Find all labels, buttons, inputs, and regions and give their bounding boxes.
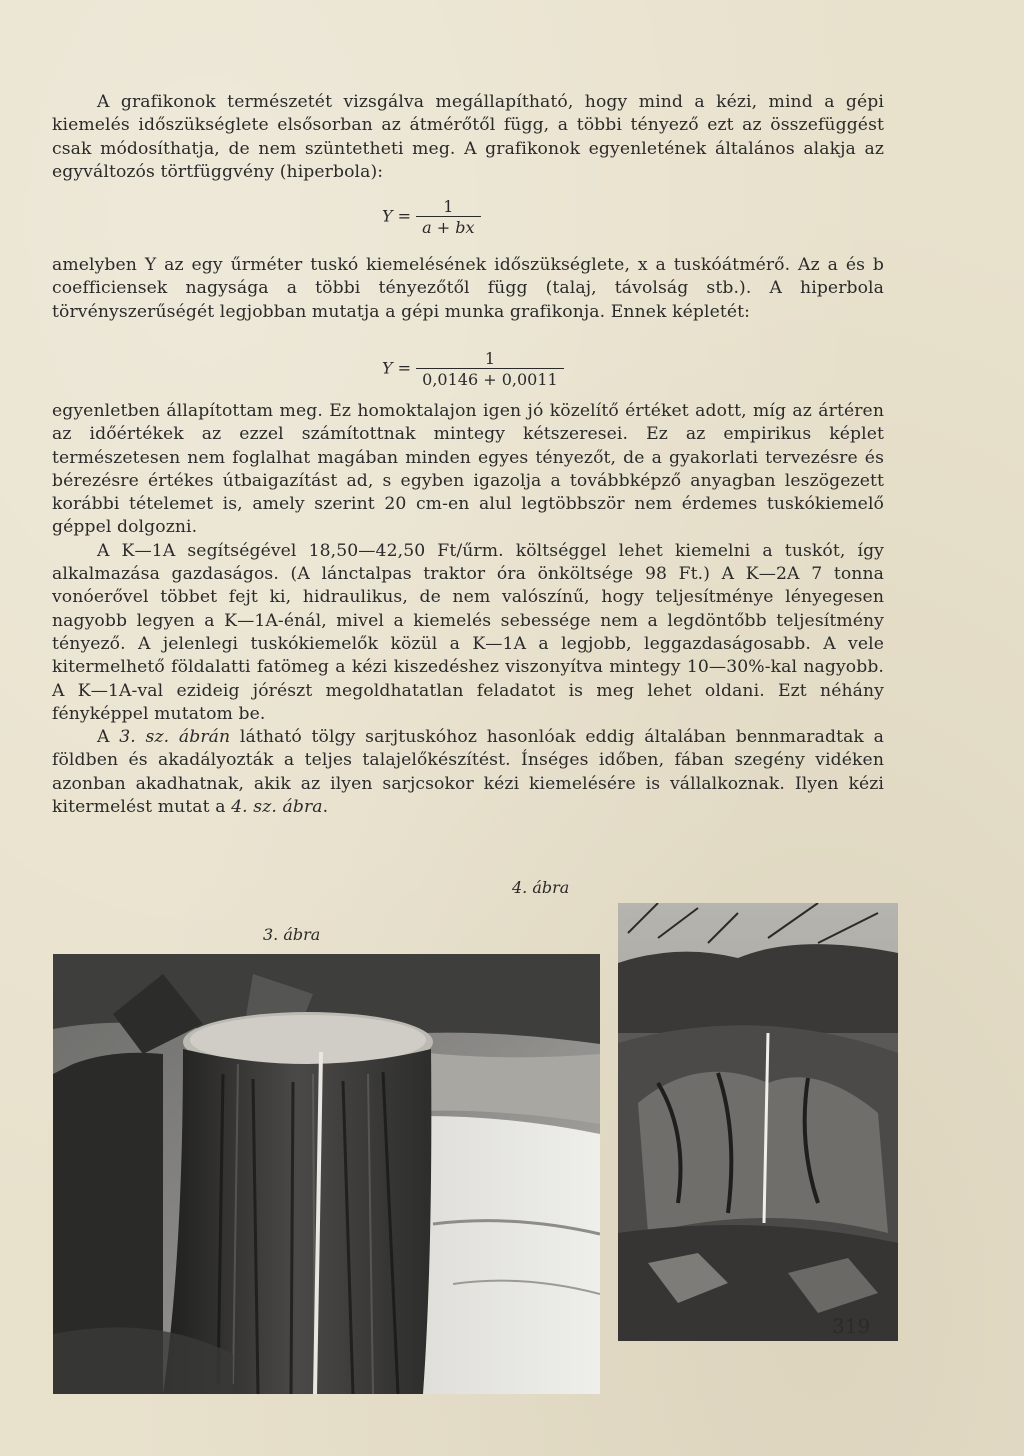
figure-4-caption: 4. ábra (512, 878, 570, 897)
formula-2-numerator: 1 (484, 349, 496, 368)
paragraph-5-before: A (97, 727, 120, 748)
manual-extraction-photo-image (618, 903, 898, 1341)
formula-1-numerator: 1 (443, 197, 454, 216)
page-number: 319 (832, 1314, 871, 1338)
formula-2-fraction (416, 349, 564, 389)
formula-2 (382, 349, 564, 389)
formula-1 (382, 197, 481, 237)
formula-1-denominator: a + bx (416, 216, 480, 237)
paragraph-3-text: egyenletben állapítottam meg. Ez homoktalajon igen jó közelítő értéket adott, míg az ártéren az időértékek az ezzel számítottnak mintegy kétszeresei. Ez az empirikus képlet természetesen nem foglalhat magában minden egyes tényezőt, de a gyakorlati tervezésre és bérezésre értékes útbaigazítást ad, s egyben igazolja a továbbképző anyagban leszögezett korábbi tételemet is, amely szerint 20 cm-en alul legtöbbször nem érdemes tuskókiemelő géppel dolgozni. (52, 401, 884, 538)
figure-3-caption: 3. ábra (263, 925, 321, 944)
paragraph-4-text: A K—1A segítségével 18,50—42,50 Ft/űrm. költséggel lehet kiemelni a tuskót, így alkalmazása gazdaságos. (A lánctalpas traktor óra önköltsége 98 Ft.) A K—2A 7 tonna vonóerővel többet fejt ki, hidraulikus, de nem valószínű, hogy teljesítménye lényegesen nagyobb legyen a K—1A-énál, mivel a kiemelés sebessége nem a legdöntőbb teljesítmény tényező. A jelenlegi tuskókiemelők közül a K—1A a legjobb, leggazdaságosabb. A vele kitermelhető földalatti fatömeg a kézi kiszedéshez viszonyítva mintegy 10—30%-kal nagyobb. A K—1A-val ezideig jórészt megoldhatatlan feladatot is meg lehet oldani. Ezt néhány fényképpel mutatom be. (52, 540, 884, 724)
paragraph-2 (52, 254, 884, 324)
paragraphs-main (52, 400, 884, 819)
paragraph-2-text: amelyben Y az egy űrméter tuskó kiemelésének időszükséglete, x a tuskóátmérő. Az a és b coefficiensek nagysága a többi tényezőtől függ (talaj, távolság stb.). A hiperbola törvényszerűségét legjobban mutatja a gépi munka grafikonja. Ennek képletét: (52, 255, 884, 322)
stump-photo-image (53, 954, 600, 1394)
figure-3-photo (53, 954, 600, 1394)
paragraph-5-middle: látható tölgy sarjtuskóhoz hasonlóak eddig általában bennmaradtak a földben és akadályozták a teljes talajelőkészítést. Ínséges időben, fában szegény vidéken azonban akadhatnak, akik az ilyen sarjcsokor kézi kiemelésére is vállalkoznak. Ilyen kézi kitermelést mutat a (52, 727, 884, 818)
figure-4-reference: 4. sz. ábra (231, 797, 323, 818)
paragraph-5 (52, 726, 884, 819)
formula-2-lhs: Y = (382, 358, 412, 378)
paragraph-1 (52, 91, 884, 184)
figure-4-photo (618, 903, 898, 1341)
formula-1-fraction (416, 197, 480, 237)
paragraph-1-text: A grafikonok természetét vizsgálva megállapítható, hogy mind a kézi, mind a gépi kiemelés időszükséglete elsősorban az átmérőtől függ, a többi tényező ezt az összefüggést csak módosíthatja, de nem szüntetheti meg. A grafikonok egyenletének általános alakja az egyváltozós törtfüggvény (hiperbola): (52, 92, 884, 182)
formula-2-denominator: 0,0146 + 0,0011 (416, 368, 564, 389)
figure-3-reference: 3. sz. ábrán (119, 727, 231, 748)
formula-1-lhs: Y = (382, 206, 412, 226)
paragraph-5-after: . (322, 797, 329, 818)
